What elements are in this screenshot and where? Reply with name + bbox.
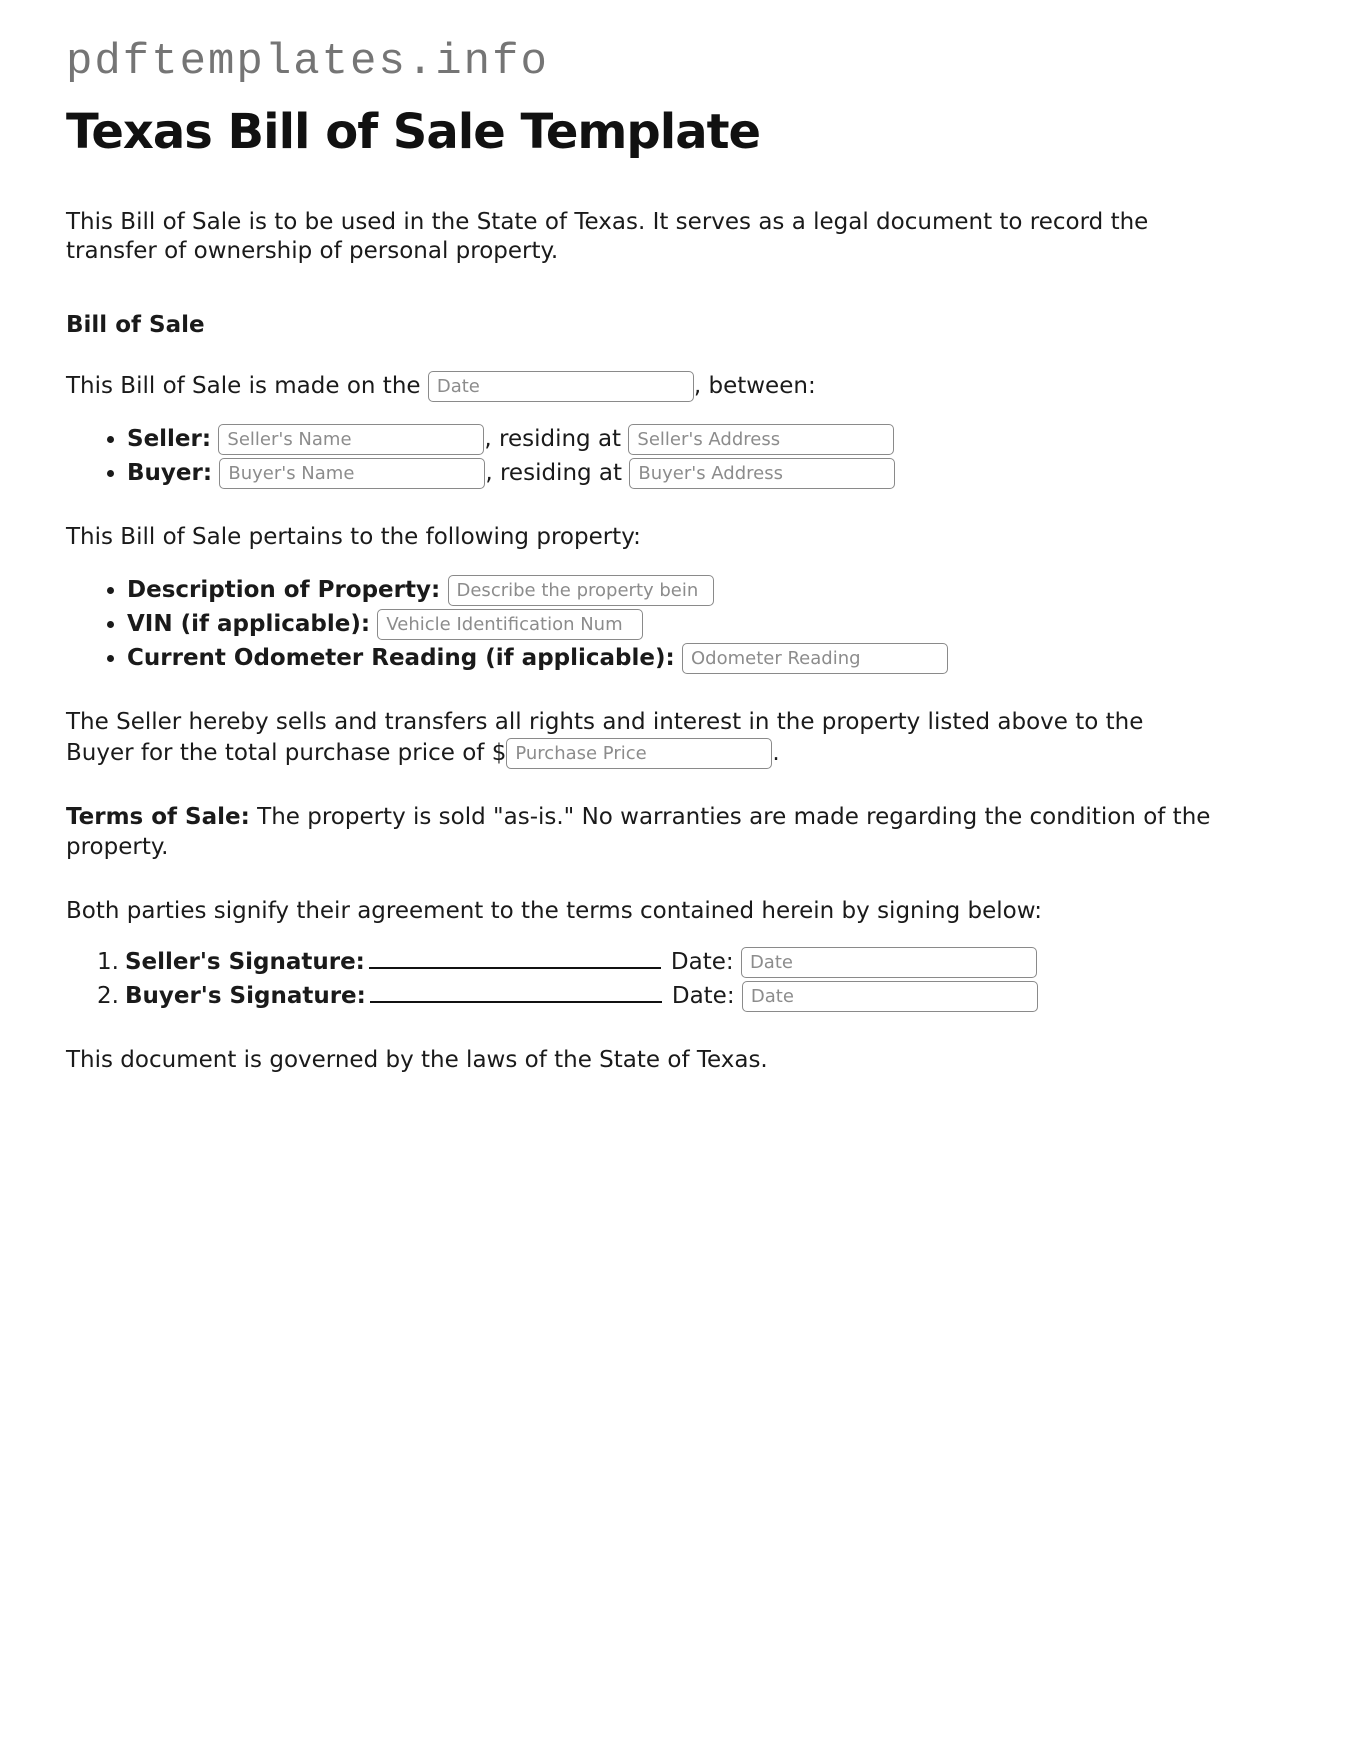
buyer-signature-label: Buyer's Signature: [124,982,366,1009]
seller-date-label: Date: [670,948,734,975]
seller-signature-number: 1. [97,948,119,975]
vin-input[interactable] [377,609,643,640]
buyer-row [127,458,1211,489]
vin-row [127,609,1211,640]
seller-signature-blank-line [369,952,661,969]
buyer-signature-row [97,981,1211,1012]
page-title: Texas Bill of Sale Template [66,104,761,161]
seller-row [127,424,1211,455]
buyer-name-input[interactable] [219,458,485,489]
buyer-residing-text: , residing at [485,460,623,487]
seller-address-input[interactable] [628,424,894,455]
date-input[interactable] [428,371,694,402]
made-on-line [66,371,1211,402]
parties-list [66,424,1211,489]
vin-label: VIN (if applicable): [127,611,371,638]
seller-signature-date-input[interactable] [741,947,1037,978]
buyer-signature-date-input[interactable] [742,981,1038,1012]
odometer-input[interactable] [682,643,948,674]
buyer-address-input[interactable] [629,458,895,489]
terms-paragraph [66,803,1211,863]
made-on-prefix: This Bill of Sale is made on the [66,373,421,400]
transfer-suffix: . [772,740,780,767]
terms-label: Terms of Sale: [66,804,250,831]
property-list [66,575,1211,674]
buyer-signature-number: 2. [97,982,119,1009]
property-description-label: Description of Property: [127,577,441,604]
property-description-row [127,575,1211,606]
seller-name-input[interactable] [218,424,484,455]
buyer-label: Buyer: [127,460,213,487]
terms-text: The property is sold "as-is." No warranties are made regarding the condition of the property. [66,804,1211,860]
pertains-paragraph: This Bill of Sale pertains to the following property: [66,524,641,551]
buyer-signature-blank-line [370,986,662,1003]
transfer-prefix: The Seller hereby sells and transfers all rights and interest in the property listed above to the Buyer for the total purchase price of $ [66,709,1144,767]
intro-paragraph: This Bill of Sale is to be used in the State of Texas. It serves as a legal document to record the transfer of ownership of personal property. [66,208,1149,265]
buyer-date-label: Date: [671,982,735,1009]
purchase-price-input[interactable] [506,738,772,769]
site-logo: pdftemplates.info [66,37,549,87]
made-on-suffix: , between: [693,373,816,400]
property-description-input[interactable] [448,575,714,606]
seller-signature-label: Seller's Signature: [124,948,365,975]
seller-residing-text: , residing at [484,426,622,453]
section-heading: Bill of Sale [66,312,205,339]
governing-paragraph: This document is governed by the laws of the State of Texas. [66,1046,768,1073]
odometer-row [127,643,1211,674]
transfer-paragraph [66,708,1211,769]
odometer-label: Current Odometer Reading (if applicable): [127,645,675,672]
signatures-list [66,947,1211,1012]
agreement-paragraph: Both parties signify their agreement to the terms contained herein by signing below: [66,897,1043,924]
seller-label: Seller: [127,426,212,453]
seller-signature-row [97,947,1211,978]
